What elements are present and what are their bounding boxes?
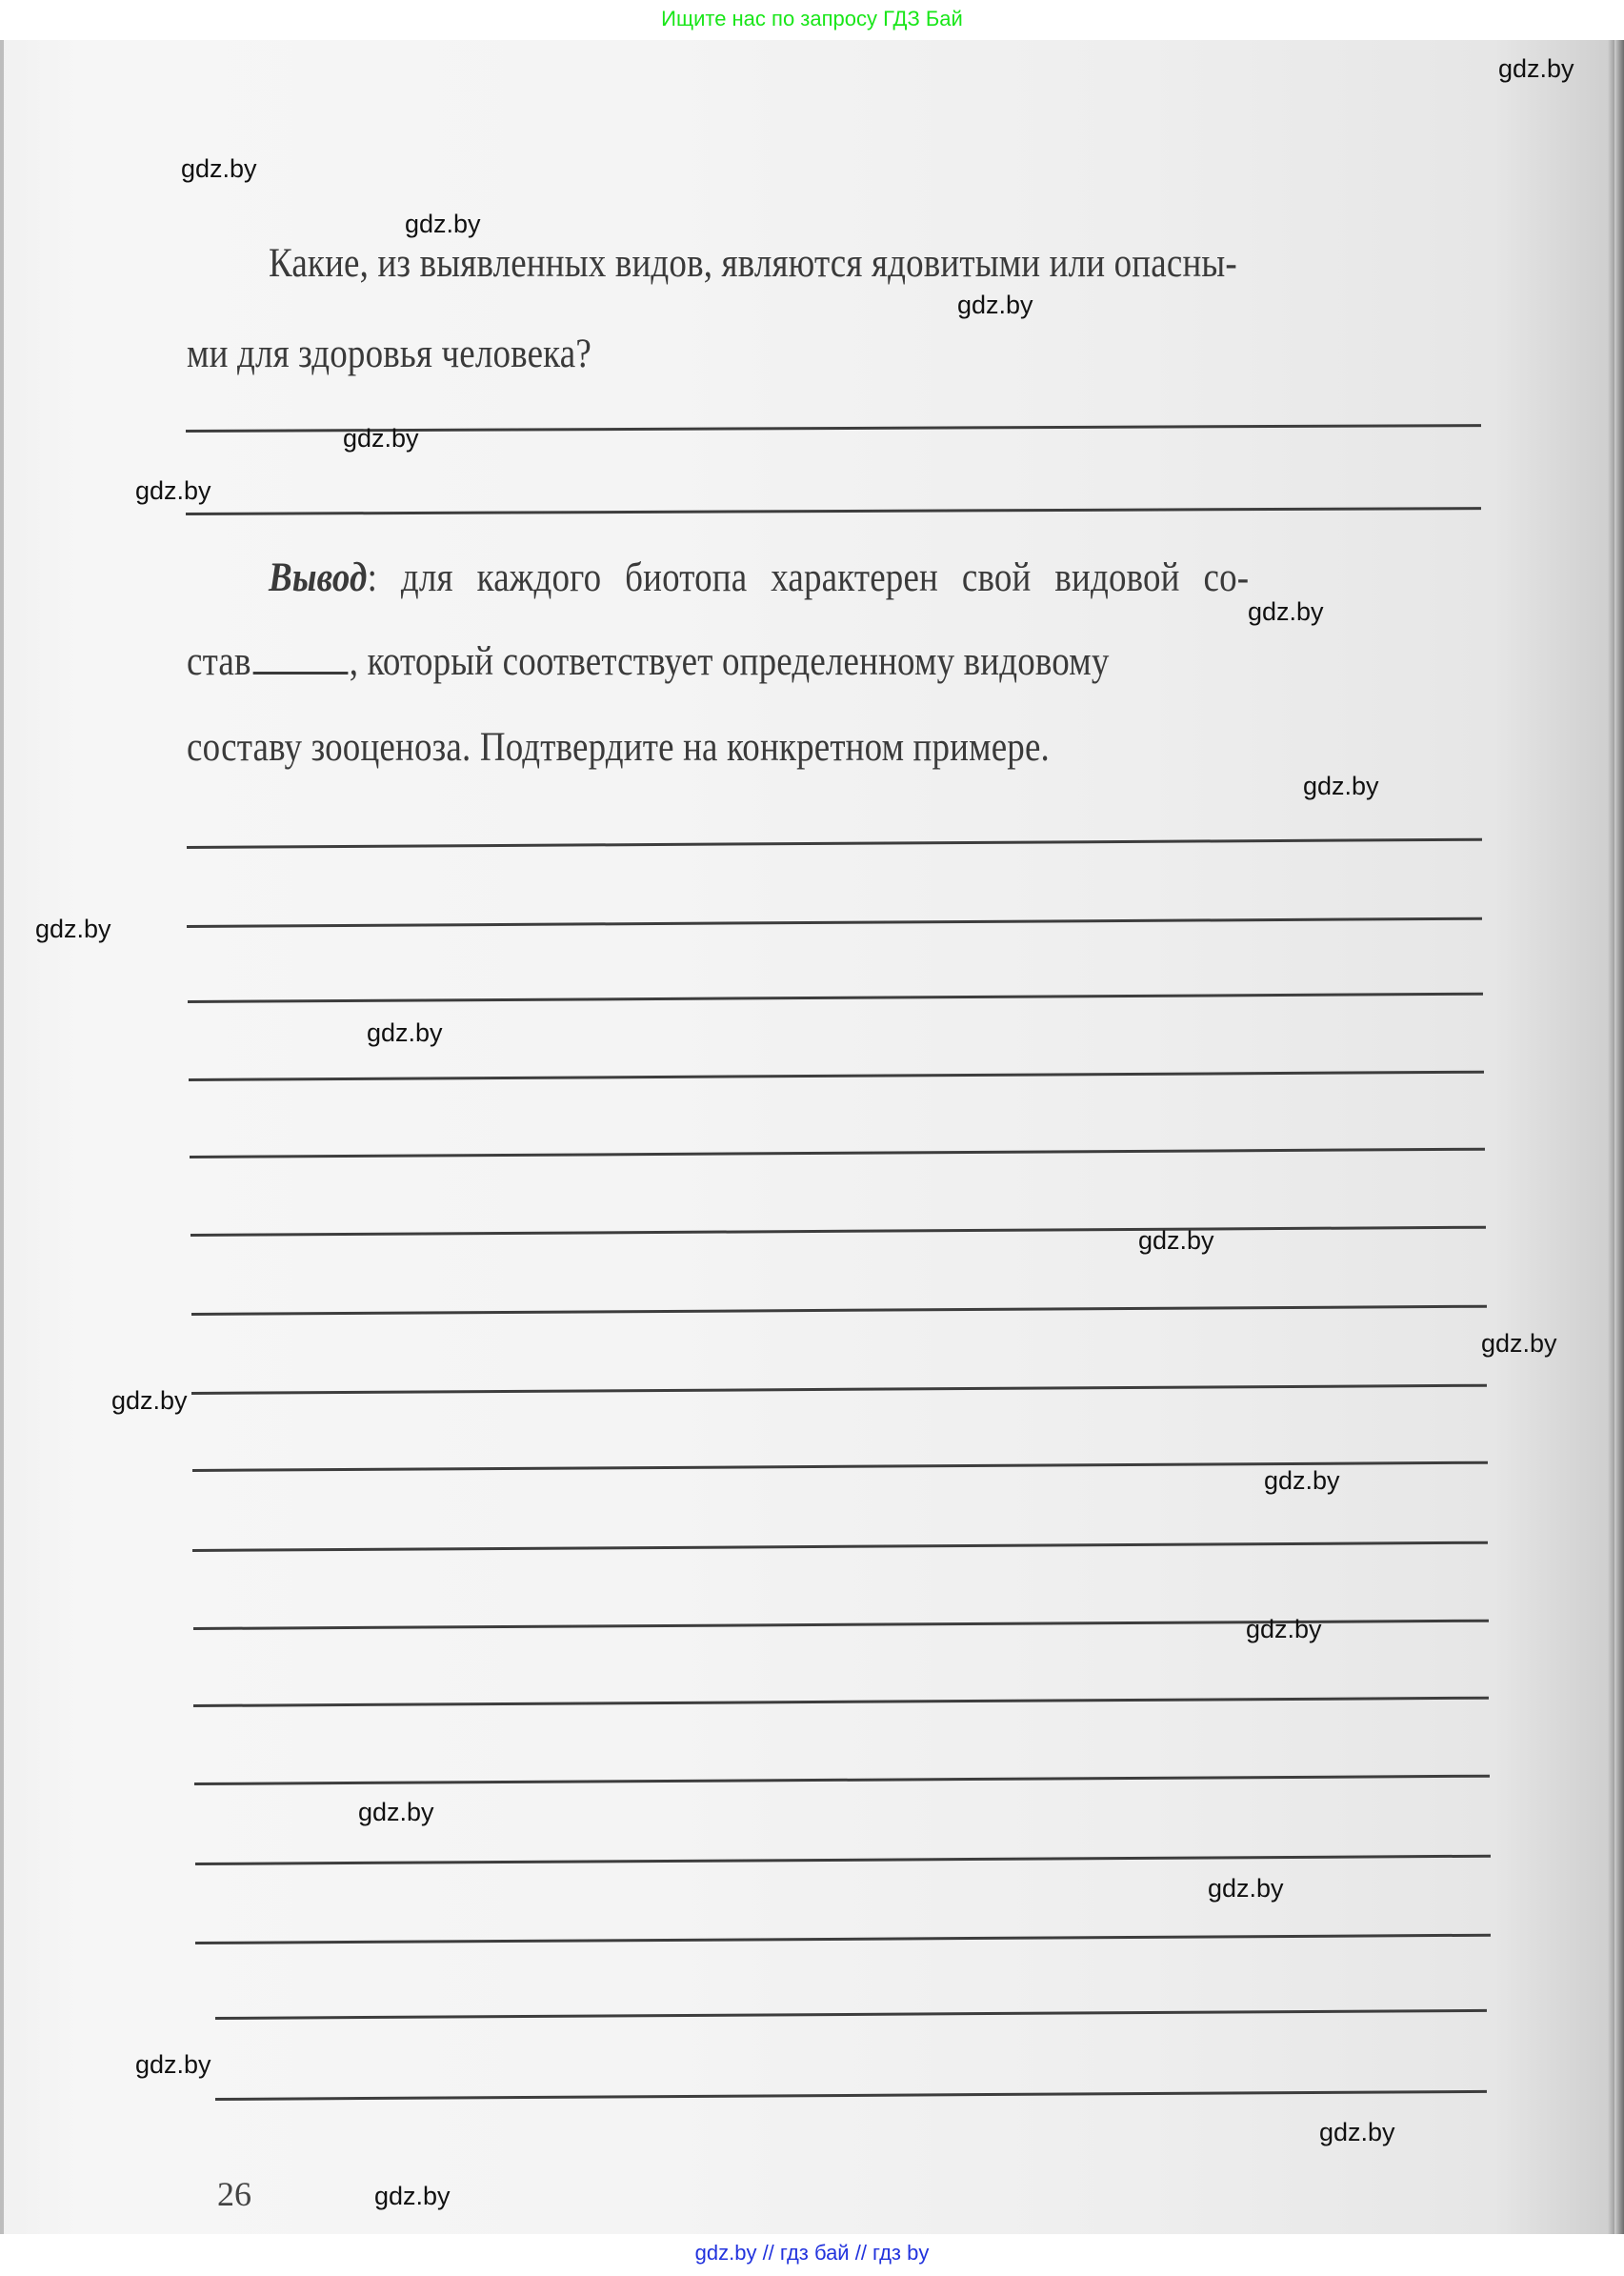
watermark: gdz.by (1208, 1874, 1284, 1903)
watermark: gdz.by (1264, 1466, 1340, 1495)
answer-line[interactable] (188, 993, 1483, 1003)
watermark: gdz.by (1138, 1226, 1214, 1255)
answer-line[interactable] (190, 1226, 1486, 1237)
watermark: gdz.by (1248, 597, 1324, 626)
answer-line[interactable] (191, 1305, 1487, 1316)
answer-line[interactable] (190, 1148, 1485, 1158)
conclusion-text-2-start: став (187, 639, 251, 684)
answer-line[interactable] (193, 1697, 1489, 1707)
answer-line[interactable] (187, 917, 1482, 928)
watermark: gdz.by (111, 1386, 188, 1415)
question-line-2: ми для здоровья человека? (187, 332, 591, 376)
watermark: gdz.by (374, 2182, 451, 2210)
watermark: gdz.by (367, 1018, 443, 1047)
page-number: 26 (217, 2175, 251, 2213)
answer-line[interactable] (215, 2090, 1487, 2101)
watermark: gdz.by (35, 915, 111, 943)
answer-line[interactable] (215, 2009, 1487, 2020)
answer-line[interactable] (191, 1384, 1487, 1395)
conclusion-text-2-end: , который соответствует определенному видовому (349, 639, 1110, 684)
watermark: gdz.by (135, 476, 211, 505)
answer-line[interactable] (194, 1775, 1490, 1785)
watermark: gdz.by (1319, 2118, 1395, 2146)
top-banner: Ищите нас по запросу ГДЗ Бай (0, 0, 1624, 40)
fill-in-blank[interactable] (252, 639, 348, 675)
answer-line[interactable] (192, 1541, 1488, 1552)
answer-line[interactable] (195, 1855, 1491, 1865)
watermark: gdz.by (181, 154, 257, 183)
conclusion-line-1 (269, 554, 1249, 601)
answer-line[interactable] (189, 1071, 1484, 1081)
workbook-page (0, 40, 1624, 2234)
conclusion-line-2 (187, 638, 1109, 685)
answer-line[interactable] (195, 1934, 1491, 1944)
bottom-banner: gdz.by // гдз бай // гдз by (0, 2234, 1624, 2276)
question-line-1: Какие, из выявленных видов, являются ядовитыми или опасны- (269, 241, 1237, 286)
watermark: gdz.by (343, 424, 419, 453)
watermark: gdz.by (1481, 1329, 1557, 1358)
watermark: gdz.by (1246, 1615, 1322, 1643)
watermark: gdz.by (405, 210, 481, 238)
watermark: gdz.by (135, 2050, 211, 2079)
watermark: gdz.by (957, 291, 1033, 319)
answer-line[interactable] (186, 507, 1481, 515)
conclusion-colon: : (367, 555, 378, 600)
conclusion-line-3: составу зооценоза. Подтвердите на конкретном примере. (187, 725, 1050, 770)
conclusion-text-1: для каждого биотопа характерен свой видовой со- (377, 555, 1250, 600)
answer-line[interactable] (187, 838, 1482, 849)
conclusion-label: Вывод (269, 555, 368, 600)
watermark: gdz.by (1303, 772, 1379, 800)
watermark: gdz.by (358, 1798, 434, 1826)
watermark: gdz.by (1498, 54, 1574, 83)
